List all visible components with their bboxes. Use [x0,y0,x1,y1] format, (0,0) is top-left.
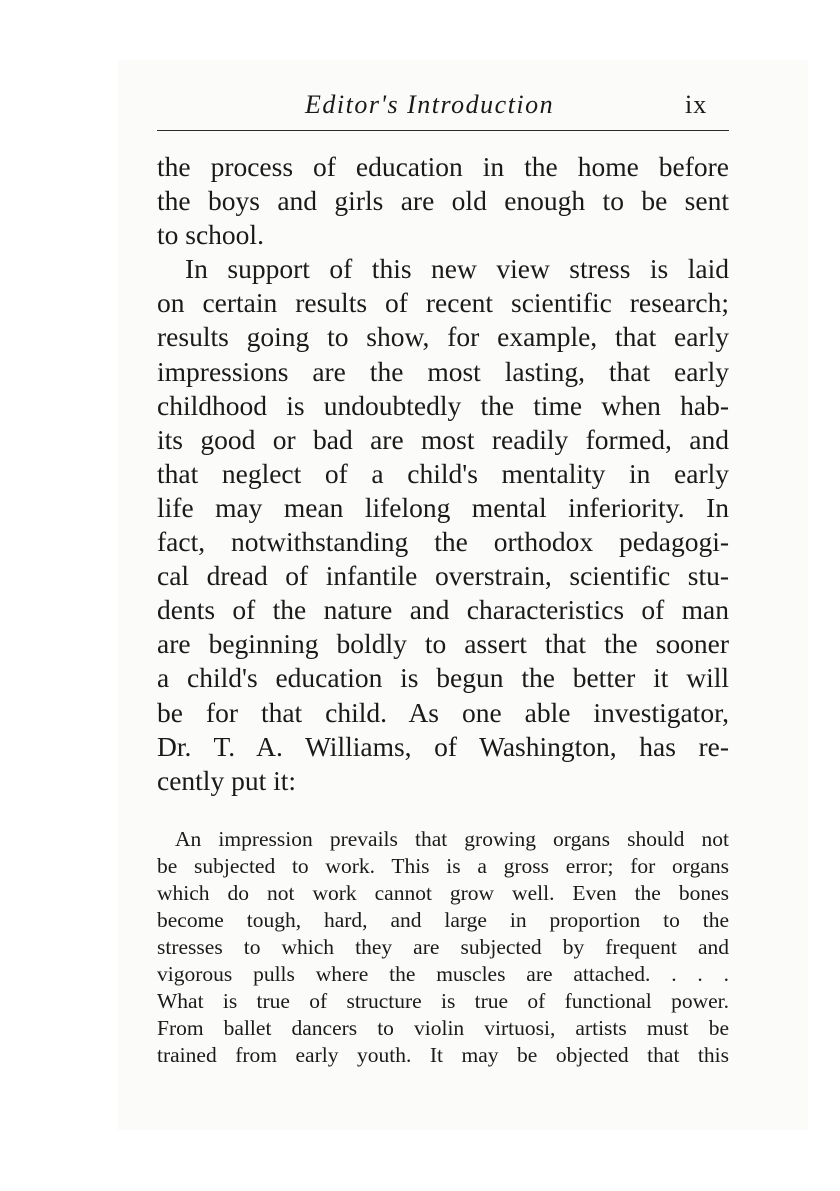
body-line: impressions are the most lasting, that early [157,355,729,387]
quote-line: be subjected to work. This is a gross error; for organs [157,854,729,878]
quote-line: vigorous pulls where the muscles are attached. . . . [157,962,729,986]
body-line: dents of the nature and characteristics of man [157,594,729,626]
quote-line: stresses to which they are subjected by frequent and [157,935,729,959]
body-line: that neglect of a child's mentality in early [157,457,729,489]
body-line: childhood is undoubtedly the time when hab- [157,389,729,421]
page-number: ix [685,90,708,119]
quote-line: trained from early youth. It may be objected that this [157,1043,729,1067]
body-line: cently put it: [157,764,297,796]
quote-line: which do not work cannot grow well. Even the bones [157,881,729,905]
body-text [157,150,729,798]
body-line: cal dread of infantile overstrain, scientific stu- [157,560,729,592]
body-line: its good or bad are most readily formed, and [157,423,729,455]
body-line: fact, notwithstanding the orthodox pedagogi- [157,526,729,558]
quote-line: An impression prevails that growing organs should not [175,827,729,851]
header-rule [157,130,729,131]
body-line: to school. [157,219,264,251]
body-line: are beginning boldly to assert that the sooner [157,628,729,660]
body-line: on certain results of recent scientific research; [157,287,729,319]
quote-line: become tough, hard, and large in proportion to the [157,908,729,932]
body-line: the boys and girls are old enough to be sent [157,185,729,217]
body-line: be for that child. As one able investigator, [157,696,729,728]
block-quote [157,826,729,1069]
quote-line: What is true of structure is true of functional power. [157,989,729,1013]
body-line: In support of this new view stress is laid [185,253,729,285]
body-line: results going to show, for example, that early [157,321,729,353]
body-line: Dr. T. A. Williams, of Washington, has re- [157,730,729,762]
quote-line: From ballet dancers to violin virtuosi, artists must be [157,1016,729,1040]
body-line: a child's education is begun the better it will [157,662,729,694]
body-line: life may mean lifelong mental inferiority. In [157,491,729,523]
running-title: Editor's Introduction [305,90,555,119]
body-line: the process of education in the home before [157,151,729,182]
